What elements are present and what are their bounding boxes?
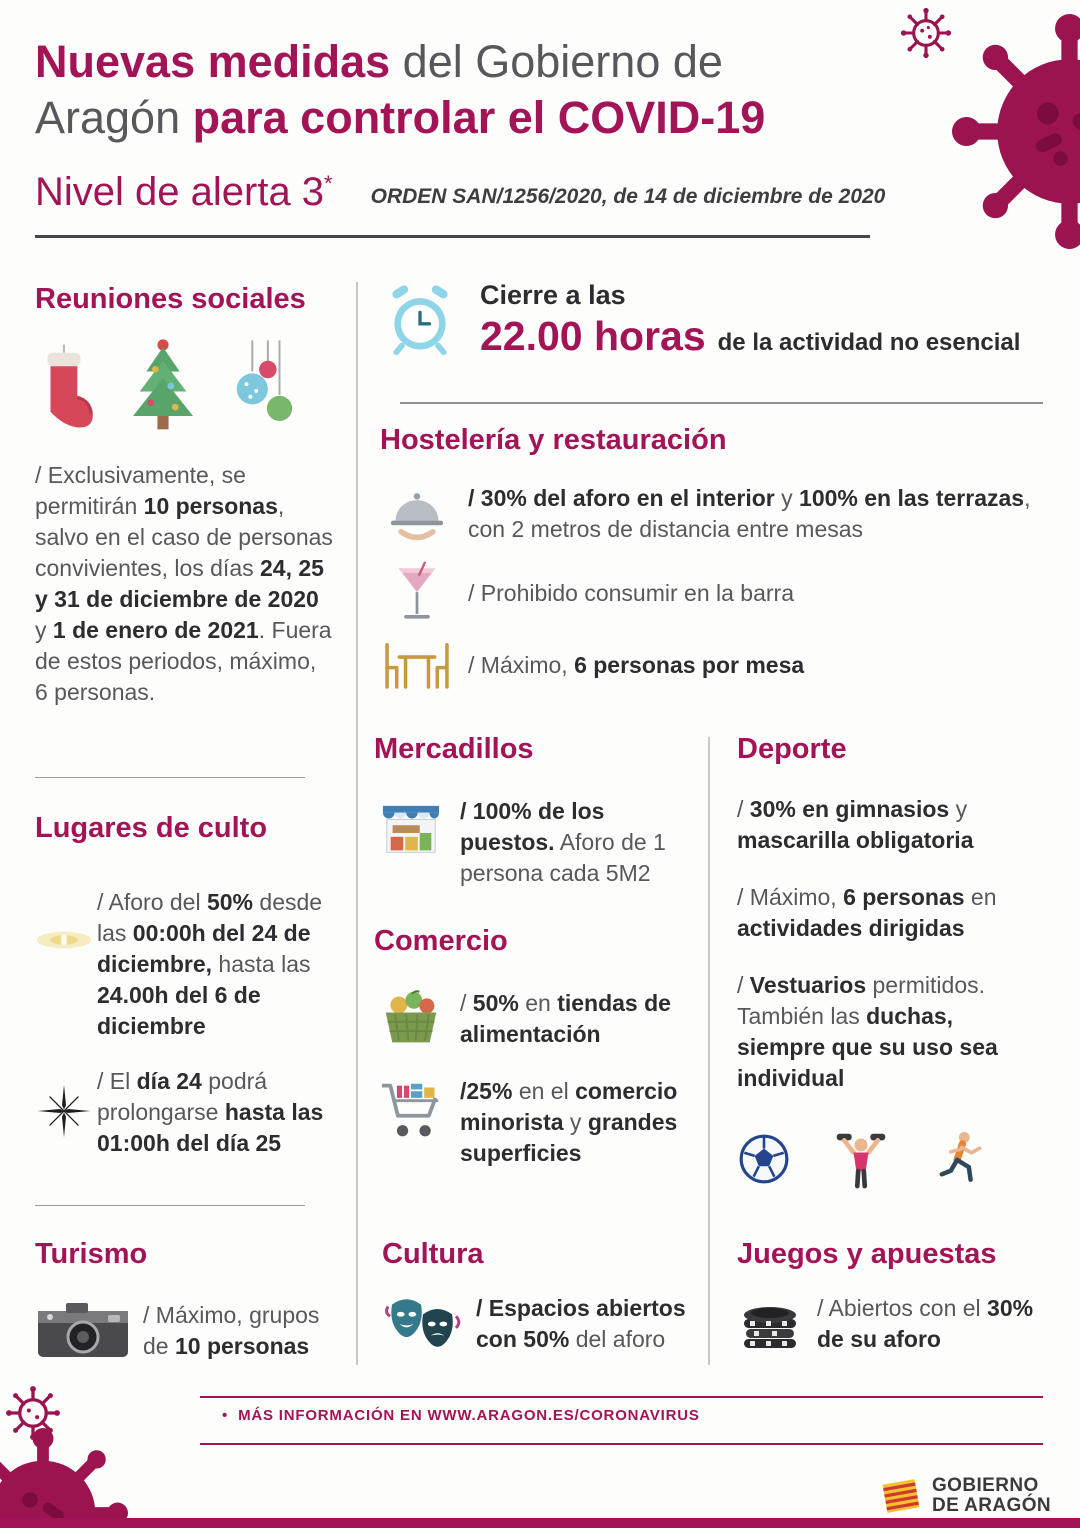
deporte-icons-row [737, 1128, 1047, 1190]
hosteleria-item-3-text: / Máximo, 6 personas por mesa [468, 651, 805, 678]
section-lugares-de-culto [35, 812, 340, 1159]
section-hosteleria [380, 424, 1043, 691]
bottom-accent-bar [0, 1518, 1080, 1528]
gobierno-aragon-logo [880, 1476, 1051, 1516]
stocking-icon [35, 344, 97, 436]
hosteleria-item-1 [380, 483, 1043, 545]
christmas-icons-row [35, 336, 335, 436]
mercadillos-heading: Mercadillos [374, 733, 534, 765]
turismo-item [35, 1299, 350, 1363]
column-divider-right [708, 737, 710, 1365]
closing-time-banner [382, 280, 1044, 360]
hosteleria-item-3 [380, 639, 1043, 691]
footer-info [222, 1407, 700, 1424]
logo-line-2: DE ARAGÓN [932, 1495, 1052, 1516]
culto-item-1-text: / Aforo del 50% desde las 00:00h del 24 de diciembre, hasta las 24.00h del 6 de diciembre [97, 889, 323, 1039]
cultura-item [382, 1293, 702, 1355]
banner-divider [400, 402, 1043, 404]
footer-info-label: MÁS INFORMACIÓN EN WWW.ARAGON.ES/CORONAVIRUS [238, 1407, 700, 1424]
weights-icon [833, 1128, 889, 1190]
soccer-ball-icon [737, 1132, 791, 1186]
alarm-clock-icon [382, 280, 458, 360]
turismo-heading: Turismo [35, 1238, 148, 1270]
christmas-tree-icon [123, 336, 203, 436]
comercio-item-2 [374, 1076, 694, 1169]
banner-line-2 [480, 313, 1020, 360]
camera-icon [36, 1299, 130, 1363]
section-reuniones-sociales [35, 283, 335, 708]
alert-level: Nivel de alerta 3* [35, 170, 333, 214]
footer-bullet: • [222, 1407, 229, 1424]
turismo-text: / Máximo, grupos de 10 personas [143, 1302, 320, 1359]
mercadillos-item [374, 796, 694, 889]
mercadillos-text: / 100% de los puestos. Aforo de 1 persona cada 5M2 [460, 798, 666, 886]
virus-icon [0, 1428, 128, 1528]
section-comercio [374, 925, 694, 1169]
culto-item-2-text: / El día 24 podrá prolongarse hasta las 01:00h del día 25 [97, 1068, 324, 1156]
star-icon [36, 1080, 92, 1142]
cultura-heading: Cultura [382, 1238, 484, 1270]
masks-icon [384, 1293, 462, 1355]
comercio-item-2-text: /25% en el comercio minorista y grandes superficies [460, 1078, 678, 1166]
banner-text [480, 280, 1020, 360]
culto-heading: Lugares de culto [35, 812, 268, 844]
reuniones-heading: Reuniones sociales [35, 283, 306, 315]
page-title [35, 34, 1035, 146]
header-divider [35, 235, 870, 238]
culto-item-1 [35, 887, 340, 1042]
reuniones-body: / Exclusivamente, se permitirán 10 personas, salvo en el caso de personas convivientes, los días 24, 25 y 31 de diciembre de 2020 y 1 de enero de 2021. Fuera de estos periodos, máximo, 6 personas. [35, 462, 333, 705]
comercio-item-1 [374, 988, 694, 1050]
comercio-heading: Comercio [374, 925, 508, 957]
section-mercadillos [374, 733, 694, 889]
deporte-heading: Deporte [737, 733, 847, 765]
banner-line-1: Cierre a las [480, 280, 626, 310]
flag-icon [880, 1476, 922, 1516]
table-icon [380, 639, 454, 691]
left-divider-1 [35, 777, 305, 778]
juegos-heading: Juegos y apuestas [737, 1238, 997, 1270]
section-cultura [382, 1238, 702, 1355]
title-line-2: Aragón para controlar el COVID-19 [35, 92, 766, 143]
footer-divider-top [200, 1396, 1043, 1398]
comercio-item-1-text: / 50% en tiendas de alimentación [460, 990, 671, 1047]
candle-glow-icon [35, 925, 93, 955]
footer-divider-bottom [200, 1443, 1043, 1445]
cocktail-icon [394, 561, 440, 625]
alert-row [35, 170, 1035, 215]
ornaments-icon [229, 338, 297, 436]
left-divider-2 [35, 1205, 305, 1206]
logo-line-1: GOBIERNO [932, 1475, 1039, 1496]
banner-rest: de la actividad no esencial [717, 329, 1021, 356]
section-turismo [35, 1238, 350, 1363]
cart-icon [378, 1080, 444, 1142]
cloche-icon [384, 487, 450, 543]
basket-icon [378, 990, 444, 1048]
title-line-1: Nuevas medidas del Gobierno de [35, 36, 723, 87]
logo-text [932, 1476, 1051, 1516]
juegos-item [737, 1293, 1049, 1355]
deporte-item-1-text: / 30% en gimnasios y mascarilla obligatoria [737, 796, 974, 853]
alert-asterisk: * [324, 171, 333, 196]
section-juegos [737, 1238, 1049, 1355]
deporte-item-3-text: / Vestuarios permitidos. También las duchas, siempre que su uso sea individual [737, 972, 998, 1091]
market-stall-icon [377, 802, 445, 862]
hosteleria-heading: Hostelería y restauración [380, 424, 727, 456]
juegos-text: / Abiertos con el 30% de su aforo [817, 1295, 1034, 1352]
deporte-item-2-text: / Máximo, 6 personas en actividades dirigidas [737, 884, 997, 941]
chips-icon [740, 1295, 800, 1353]
header [35, 34, 1035, 238]
hosteleria-item-2-text: / Prohibido consumir en la barra [468, 579, 794, 606]
runner-icon [931, 1128, 985, 1190]
footer-url[interactable]: WWW.ARAGON.ES/CORONAVIRUS [427, 1407, 700, 1424]
culto-item-2 [35, 1066, 340, 1159]
section-deporte [737, 733, 1047, 1190]
cultura-text: / Espacios abiertos con 50% del aforo [476, 1295, 686, 1352]
closing-time: 22.00 horas [480, 313, 706, 359]
hosteleria-item-1-text: / 30% del aforo en el interior y 100% en las terrazas, con 2 metros de distancia entre mesas [468, 485, 1031, 542]
hosteleria-item-2 [380, 561, 1043, 625]
order-reference: ORDEN SAN/1256/2020, de 14 de diciembre de 2020 [370, 185, 886, 208]
column-divider-left [356, 282, 358, 1365]
